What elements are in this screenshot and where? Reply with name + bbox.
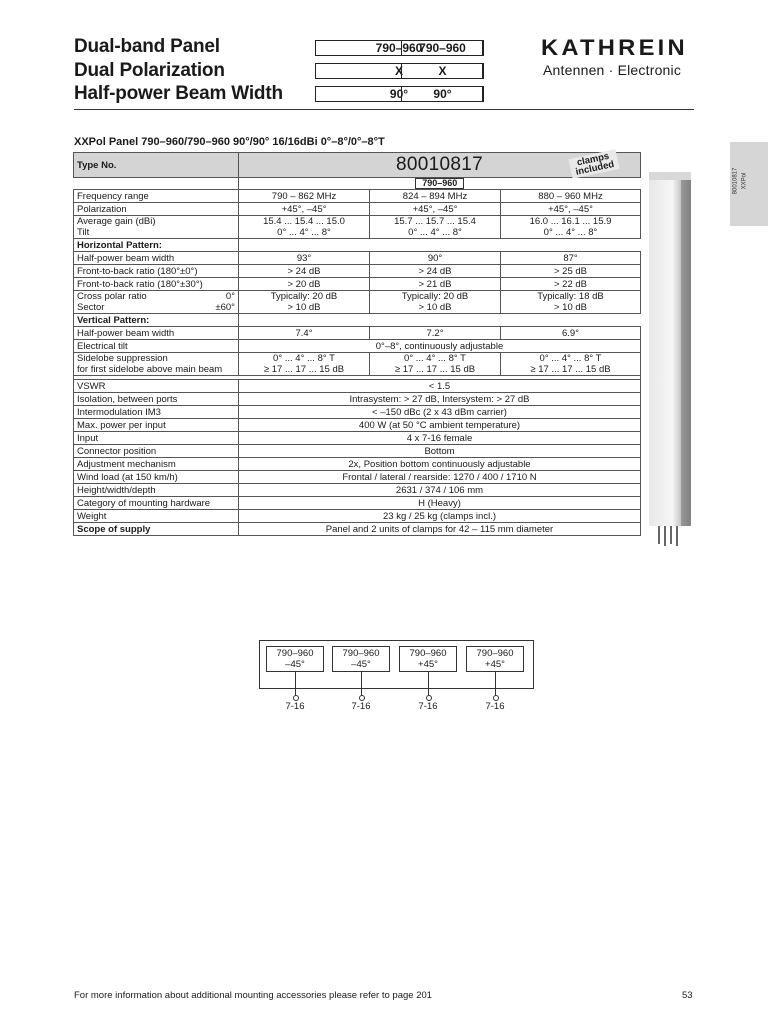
spec-row [74, 523, 641, 536]
port-polarization: +45° [485, 659, 505, 670]
polarization-box-1: X [315, 63, 483, 79]
spec-row [74, 327, 641, 340]
band-value-3: 87° [501, 252, 641, 265]
band-value-3: Typically: 18 dB > 10 dB [501, 291, 641, 314]
port-line [361, 672, 362, 696]
port-line [295, 672, 296, 696]
spec-row [74, 252, 641, 265]
product-subtitle: XXPol Panel 790–960/790–960 90°/90° 16/16dBi 0°–8°/0°–8°T [74, 136, 385, 148]
section-header-row [74, 239, 641, 252]
band-value-3: > 22 dB [501, 278, 641, 291]
band-tag-row [74, 178, 641, 190]
row-value: Frontal / lateral / rearside: 1270 / 400 / 1710 N [239, 471, 641, 484]
spec-row [74, 340, 641, 353]
band-value-3: 6.9° [501, 327, 641, 340]
polarization-box-2: X [401, 63, 484, 79]
row-label: Front-to-back ratio (180°±30°) [77, 278, 203, 290]
spec-row [74, 265, 641, 278]
spec-row [74, 203, 641, 216]
row-label: Input [74, 432, 239, 445]
page-number: 53 [682, 990, 693, 1001]
spec-row [74, 216, 641, 239]
clamps-included-note: clamps included [568, 149, 619, 179]
port-line [428, 672, 429, 696]
row-label-cell [74, 340, 239, 353]
row-label: VSWR [74, 380, 239, 393]
spec-row [74, 445, 641, 458]
spec-row [74, 380, 641, 393]
row-label: Frequency range [77, 190, 149, 202]
band-value-2: +45°, –45° [370, 203, 501, 216]
port-box-3 [399, 646, 457, 672]
band-value-1: > 20 dB [239, 278, 370, 291]
band-value-1: > 24 dB [239, 265, 370, 278]
type-row [74, 153, 641, 178]
row-label: Half-power beam width [77, 252, 175, 264]
band-value-3: > 25 dB [501, 265, 641, 278]
side-tab-series: XXPol [741, 172, 748, 190]
connector-label: 7-16 [418, 701, 438, 712]
band-value-2: 824 – 894 MHz [370, 190, 501, 203]
row-label: Polarization [77, 203, 127, 215]
band-value-1: +45°, –45° [239, 203, 370, 216]
section-header: Horizontal Pattern: [74, 239, 239, 252]
band-value-1: Typically: 20 dB > 10 dB [239, 291, 370, 314]
spec-row [74, 190, 641, 203]
band-value-1: 790 – 862 MHz [239, 190, 370, 203]
footer-note: For more information about additional mounting accessories please refer to page 201 [74, 990, 433, 1001]
band-value-3: 880 – 960 MHz [501, 190, 641, 203]
section-header: Vertical Pattern: [74, 314, 239, 327]
spec-row [74, 432, 641, 445]
row-label: Max. power per input [74, 419, 239, 432]
row-value: 0°–8°, continuously adjustable [239, 340, 641, 353]
row-label-cell [74, 265, 239, 278]
row-label: Electrical tilt [77, 340, 128, 352]
row-label-cell [74, 278, 239, 291]
row-value: H (Heavy) [239, 497, 641, 510]
spec-row [74, 510, 641, 523]
port-band: 790–960 [276, 648, 314, 659]
spec-row [74, 484, 641, 497]
type-number-cell [239, 150, 641, 178]
row-label-cell [74, 327, 239, 340]
band-tag: 790–960 [415, 178, 464, 189]
title-line-3: Half-power Beam Width [74, 83, 283, 104]
connector-label: 7-16 [285, 701, 305, 712]
band-value-2: 0° ... 4° ... 8° T ≥ 17 ... 17 ... 15 dB [370, 353, 501, 376]
row-value: 400 W (at 50 °C ambient temperature) [239, 419, 641, 432]
title-line-2: Dual Polarization [74, 60, 225, 81]
band-box-2: 790–960 [401, 40, 484, 56]
row-value: 23 kg / 25 kg (clamps incl.) [239, 510, 641, 523]
row-value: Bottom [239, 445, 641, 458]
row-value: 4 x 7-16 female [239, 432, 641, 445]
port-line [495, 672, 496, 696]
brand-tagline: Antennen · Electronic [543, 62, 682, 78]
side-index-tab [730, 142, 768, 226]
row-label: Average gain (dBi) [77, 216, 156, 227]
port-band: 790–960 [476, 648, 514, 659]
port-polarization: –45° [351, 659, 371, 670]
row-label: Isolation, between ports [74, 393, 239, 406]
connector-label: 7-16 [351, 701, 371, 712]
row-label: Height/width/depth [74, 484, 239, 497]
title-line-1: Dual-band Panel [74, 36, 220, 57]
row-value: 2x, Position bottom continuously adjustable [239, 458, 641, 471]
spec-row [74, 291, 641, 314]
row-label: Wind load (at 150 km/h) [74, 471, 239, 484]
section-header-row [74, 314, 641, 327]
band-value-3: 0° ... 4° ... 8° T ≥ 17 ... 17 ... 15 dB [501, 353, 641, 376]
band-value-3: +45°, –45° [501, 203, 641, 216]
spec-row [74, 406, 641, 419]
spec-row [74, 471, 641, 484]
row-label: Category of mounting hardware [74, 497, 239, 510]
row-label: Cross polar ratio [77, 291, 147, 302]
row-label: Connector position [74, 445, 239, 458]
row-label-cell [74, 203, 239, 216]
beamwidth-box-2: 90° [401, 86, 484, 102]
band-value-1: 7.4° [239, 327, 370, 340]
port-box-4 [466, 646, 524, 672]
row-label: Adjustment mechanism [74, 458, 239, 471]
row-label-cell: Sidelobe suppression for first sidelobe above main beam [74, 353, 239, 376]
band-value-2: 90° [370, 252, 501, 265]
row-label-cell [74, 190, 239, 203]
port-box-2 [332, 646, 390, 672]
row-value: < 1.5 [239, 380, 641, 393]
row-value: 2631 / 374 / 106 mm [239, 484, 641, 497]
antenna-illustration [645, 170, 695, 550]
port-band: 790–960 [409, 648, 447, 659]
header-divider [74, 109, 694, 110]
port-band: 790–960 [342, 648, 380, 659]
band-value-2: > 21 dB [370, 278, 501, 291]
band-value-1: 0° ... 4° ... 8° T ≥ 17 ... 17 ... 15 dB [239, 353, 370, 376]
port-polarization: +45° [418, 659, 438, 670]
type-label: Type No. [74, 153, 239, 178]
band-value-3: 16.0 ... 16.1 ... 15.9 0° ... 4° ... 8° [501, 216, 641, 239]
spec-row [74, 278, 641, 291]
kathrein-logo: KATHREIN [541, 35, 688, 60]
spec-row [74, 353, 641, 376]
row-label-cell: Cross polar ratio 0° Sector ±60° [74, 291, 239, 314]
spec-row [74, 497, 641, 510]
band-value-1: 15.4 ... 15.4 ... 15.0 0° ... 4° ... 8° [239, 216, 370, 239]
row-value: Panel and 2 units of clamps for 42 – 115 mm diameter [239, 523, 641, 536]
connector-label: 7-16 [485, 701, 505, 712]
spec-row [74, 419, 641, 432]
row-label: Weight [74, 510, 239, 523]
row-label: Intermodulation IM3 [74, 406, 239, 419]
row-label-cell: Average gain (dBi) Tilt [74, 216, 239, 239]
type-number: 80010817 [396, 154, 483, 175]
spec-table [73, 152, 641, 536]
row-value: Intrasystem: > 27 dB, Intersystem: > 27 dB [239, 393, 641, 406]
band-value-2: 7.2° [370, 327, 501, 340]
spec-row [74, 393, 641, 406]
band-value-2: > 24 dB [370, 265, 501, 278]
port-box-1 [266, 646, 324, 672]
row-label: Front-to-back ratio (180°±0°) [77, 265, 198, 277]
row-label-cell [74, 252, 239, 265]
row-label: Sidelobe suppression [77, 353, 168, 364]
beamwidth-box-1: 90° [315, 86, 483, 102]
band-box-1: 790–960 [315, 40, 483, 56]
band-value-1: 93° [239, 252, 370, 265]
spec-row [74, 458, 641, 471]
band-value-2: 15.7 ... 15.7 ... 15.4 0° ... 4° ... 8° [370, 216, 501, 239]
row-label: Scope of supply [74, 523, 239, 536]
row-value: < –150 dBc (2 x 43 dBm carrier) [239, 406, 641, 419]
port-polarization: –45° [285, 659, 305, 670]
band-value-2: Typically: 20 dB > 10 dB [370, 291, 501, 314]
side-tab-type: 80010817 [732, 167, 739, 195]
row-label: Half-power beam width [77, 327, 175, 339]
